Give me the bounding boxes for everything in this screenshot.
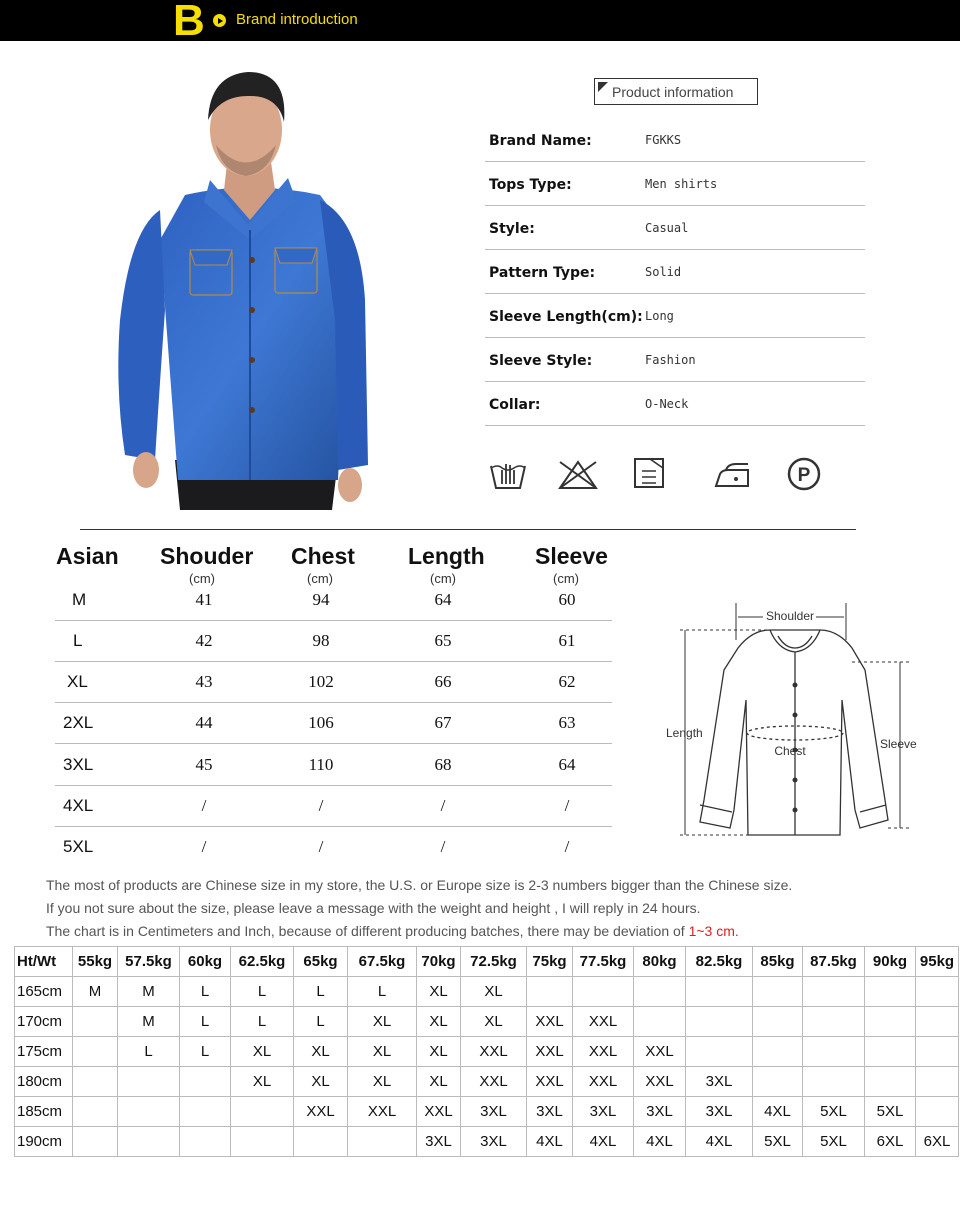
height-label: 180cm [15, 1067, 73, 1097]
size-value: 41 [195, 590, 213, 609]
info-label: Style: [489, 221, 535, 237]
size-label: 5XL [63, 837, 94, 856]
size-value: 44 [195, 713, 213, 732]
diagram-sleeve-label: Sleeve [880, 737, 917, 751]
table-cell [73, 1097, 118, 1127]
size-header-sleeve: Sleeve [535, 543, 608, 569]
table-cell: L [294, 1007, 348, 1037]
table-header-cell: 77.5kg [573, 947, 634, 977]
table-cell [803, 1067, 865, 1097]
table-cell [803, 1007, 865, 1037]
table-cell: L [294, 977, 348, 1007]
table-cell: 3XL [634, 1097, 686, 1127]
info-label: Sleeve Length(cm): [489, 309, 643, 325]
table-cell: 3XL [461, 1127, 527, 1157]
table-cell [180, 1097, 231, 1127]
info-value: Long [645, 309, 674, 323]
table-cell: XXL [527, 1007, 573, 1037]
size-label: 2XL [63, 713, 94, 732]
size-row [55, 662, 612, 703]
table-header-cell: 82.5kg [686, 947, 753, 977]
size-value: 42 [195, 631, 213, 650]
table-cell [865, 1067, 916, 1097]
table-cell: XL [461, 1007, 527, 1037]
measurement-diagram [660, 600, 920, 845]
table-row [15, 1127, 959, 1157]
table-header-row [15, 947, 959, 977]
table-cell: M [73, 977, 118, 1007]
table-cell: XXL [527, 1067, 573, 1097]
height-label: 170cm [15, 1007, 73, 1037]
size-value: / [440, 796, 446, 815]
table-cell [916, 1007, 959, 1037]
info-value: O-Neck [645, 397, 689, 411]
table-cell: 4XL [686, 1127, 753, 1157]
size-row [55, 621, 612, 662]
table-cell [634, 977, 686, 1007]
size-label: 4XL [63, 796, 94, 815]
table-cell: L [180, 1037, 231, 1067]
table-row [15, 977, 959, 1007]
table-cell [634, 1007, 686, 1037]
table-header-cell: 65kg [294, 947, 348, 977]
table-cell [180, 1127, 231, 1157]
table-cell [865, 1037, 916, 1067]
size-row [55, 786, 612, 827]
size-note-2: If you not sure about the size, please leave a message with the weight and height , I will reply in 24 hours. [46, 900, 701, 916]
diagram-chest-label: Chest [774, 744, 806, 758]
info-label: Brand Name: [489, 133, 592, 149]
info-value: Solid [645, 265, 682, 279]
table-header-cell: 60kg [180, 947, 231, 977]
play-icon [213, 14, 226, 27]
product-info-title: Product information [594, 78, 758, 105]
table-cell [118, 1097, 180, 1127]
table-cell: L [231, 977, 294, 1007]
size-label: M [72, 590, 87, 609]
table-header-cell: 87.5kg [803, 947, 865, 977]
table-cell [118, 1067, 180, 1097]
size-value: 45 [195, 755, 213, 774]
table-cell: 3XL [686, 1067, 753, 1097]
table-cell [73, 1037, 118, 1067]
size-value: 64 [434, 590, 452, 609]
height-label: 175cm [15, 1037, 73, 1067]
table-cell [865, 1007, 916, 1037]
table-cell: XXL [527, 1037, 573, 1067]
table-cell: XL [417, 1067, 461, 1097]
size-label: L [73, 631, 83, 650]
table-cell: XXL [573, 1067, 634, 1097]
table-cell: L [118, 1037, 180, 1067]
diagram-shoulder-label: Shoulder [765, 609, 815, 623]
size-value: 106 [308, 713, 334, 732]
table-cell: XL [231, 1067, 294, 1097]
table-cell: 3XL [417, 1127, 461, 1157]
size-row [55, 745, 612, 786]
do-not-bleach-icon [556, 456, 600, 492]
info-value: Fashion [645, 353, 696, 367]
table-cell [686, 977, 753, 1007]
table-cell: 3XL [461, 1097, 527, 1127]
info-label: Pattern Type: [489, 265, 596, 281]
size-note-1: The most of products are Chinese size in my store, the U.S. or Europe size is 2-3 numbers bigger than the Chinese size. [46, 877, 793, 893]
table-cell [916, 1037, 959, 1067]
size-row [55, 827, 612, 868]
table-header-cell: 62.5kg [231, 947, 294, 977]
table-cell: XXL [634, 1037, 686, 1067]
size-value: / [201, 796, 207, 815]
table-cell [73, 1127, 118, 1157]
table-cell [118, 1127, 180, 1157]
table-row [15, 1097, 959, 1127]
table-row [15, 1067, 959, 1097]
brand-letter: B [173, 0, 205, 45]
table-cell: XL [294, 1067, 348, 1097]
info-value: Casual [645, 221, 689, 235]
table-header-cell: Ht/Wt [15, 947, 73, 977]
size-value: / [201, 837, 207, 856]
table-cell [573, 977, 634, 1007]
table-cell: 6XL [865, 1127, 916, 1157]
size-value: 60 [558, 590, 576, 609]
table-cell: L [348, 977, 417, 1007]
table-cell: 4XL [573, 1127, 634, 1157]
size-unit: (cm) [189, 571, 215, 586]
table-cell [294, 1127, 348, 1157]
table-cell [753, 1037, 803, 1067]
table-cell [916, 1067, 959, 1097]
table-cell: XXL [573, 1037, 634, 1067]
table-cell: XXL [573, 1007, 634, 1037]
info-row [485, 162, 865, 206]
size-value: 98 [312, 631, 330, 650]
table-cell: XXL [461, 1067, 527, 1097]
info-row [485, 250, 865, 294]
size-value: 110 [308, 755, 334, 774]
table-cell [865, 977, 916, 1007]
size-value: / [564, 837, 570, 856]
table-cell: XL [294, 1037, 348, 1067]
table-cell [803, 977, 865, 1007]
size-row [55, 703, 612, 744]
svg-text:P: P [797, 465, 811, 486]
size-label: 3XL [63, 755, 94, 774]
table-cell [527, 977, 573, 1007]
size-unit: (cm) [307, 571, 333, 586]
size-value: 65 [434, 631, 452, 650]
table-cell: 4XL [634, 1127, 686, 1157]
table-cell: 3XL [686, 1097, 753, 1127]
size-unit: (cm) [430, 571, 456, 586]
table-cell: XXL [634, 1067, 686, 1097]
table-header-cell: 95kg [916, 947, 959, 977]
table-cell: L [180, 1007, 231, 1037]
table-cell [916, 1097, 959, 1127]
table-row [15, 1037, 959, 1067]
size-value: 102 [308, 672, 334, 691]
table-cell: XXL [294, 1097, 348, 1127]
size-value: 66 [434, 672, 452, 691]
table-row [15, 1007, 959, 1037]
table-header-cell: 75kg [527, 947, 573, 977]
table-header-cell: 57.5kg [118, 947, 180, 977]
table-cell: M [118, 977, 180, 1007]
table-cell [753, 1007, 803, 1037]
table-cell: XL [348, 1007, 417, 1037]
size-value: 62 [558, 672, 576, 691]
size-unit: (cm) [553, 571, 579, 586]
table-cell [753, 1067, 803, 1097]
table-cell [73, 1007, 118, 1037]
model-photo [20, 60, 460, 515]
tumble-dry-icon [632, 456, 666, 492]
table-cell: 5XL [803, 1127, 865, 1157]
size-header-asian: Asian [56, 543, 119, 569]
table-cell: 5XL [803, 1097, 865, 1127]
size-value: / [318, 837, 324, 856]
table-header-cell: 80kg [634, 947, 686, 977]
deviation-highlight: 1~3 cm. [688, 923, 739, 939]
table-cell: XXL [461, 1037, 527, 1067]
info-row [485, 206, 865, 250]
table-cell: XL [417, 1007, 461, 1037]
table-cell [348, 1127, 417, 1157]
table-cell [803, 1037, 865, 1067]
table-cell [916, 977, 959, 1007]
title-corner-mark [598, 82, 608, 92]
size-row [55, 580, 612, 621]
table-cell: XXL [417, 1097, 461, 1127]
table-cell [231, 1097, 294, 1127]
size-value: / [318, 796, 324, 815]
info-label: Sleeve Style: [489, 353, 593, 369]
size-value: / [564, 796, 570, 815]
info-row [485, 294, 865, 338]
table-cell [753, 977, 803, 1007]
size-value: 61 [558, 631, 576, 650]
info-row [485, 382, 865, 426]
table-cell: 4XL [753, 1097, 803, 1127]
size-value: 67 [434, 713, 452, 732]
table-cell [231, 1127, 294, 1157]
table-cell: XL [348, 1037, 417, 1067]
table-cell: XL [417, 977, 461, 1007]
size-value: 43 [195, 672, 213, 691]
size-note-3 [46, 923, 739, 939]
iron-icon [712, 456, 752, 492]
info-label: Tops Type: [489, 177, 572, 193]
size-label: XL [67, 672, 88, 691]
table-cell: 3XL [527, 1097, 573, 1127]
table-cell: 4XL [527, 1127, 573, 1157]
size-note-3-text: The chart is in Centimeters and Inch, because of different producing batches, there may be deviation of [46, 923, 689, 939]
table-cell: L [231, 1007, 294, 1037]
height-weight-table [14, 946, 959, 1157]
info-row [485, 338, 865, 382]
size-value: 63 [558, 713, 576, 732]
table-cell: L [180, 977, 231, 1007]
table-header-cell: 55kg [73, 947, 118, 977]
table-cell: 6XL [916, 1127, 959, 1157]
table-header-cell: 85kg [753, 947, 803, 977]
size-value: 94 [312, 590, 330, 609]
table-cell: M [118, 1007, 180, 1037]
table-cell: XXL [348, 1097, 417, 1127]
table-header-cell: 90kg [865, 947, 916, 977]
table-cell [73, 1067, 118, 1097]
table-cell: XL [348, 1067, 417, 1097]
table-cell: XL [231, 1037, 294, 1067]
height-label: 190cm [15, 1127, 73, 1157]
table-cell [686, 1007, 753, 1037]
size-value: 64 [558, 755, 576, 774]
table-header-cell: 67.5kg [348, 947, 417, 977]
hand-wash-icon [488, 456, 528, 492]
info-row [485, 118, 865, 162]
info-value: Men shirts [645, 177, 718, 191]
brand-banner [0, 0, 960, 45]
size-header-length: Length [408, 543, 485, 569]
table-cell: XL [417, 1037, 461, 1067]
info-value: FGKKS [645, 133, 682, 147]
table-cell: 5XL [865, 1097, 916, 1127]
table-cell [180, 1067, 231, 1097]
size-header-chest: Chest [291, 543, 355, 569]
height-label: 185cm [15, 1097, 73, 1127]
banner-title: Brand introduction [236, 11, 358, 28]
dry-clean-icon [786, 456, 822, 492]
height-label: 165cm [15, 977, 73, 1007]
size-value: 68 [434, 755, 452, 774]
info-label: Collar: [489, 397, 541, 413]
table-header-cell: 70kg [417, 947, 461, 977]
table-cell [686, 1037, 753, 1067]
size-value: / [440, 837, 446, 856]
table-cell: XL [461, 977, 527, 1007]
section-divider [80, 529, 856, 530]
table-header-cell: 72.5kg [461, 947, 527, 977]
table-cell: 3XL [573, 1097, 634, 1127]
size-header-shoulder: Shouder [160, 543, 254, 569]
table-cell: 5XL [753, 1127, 803, 1157]
diagram-length-label: Length [666, 726, 703, 740]
